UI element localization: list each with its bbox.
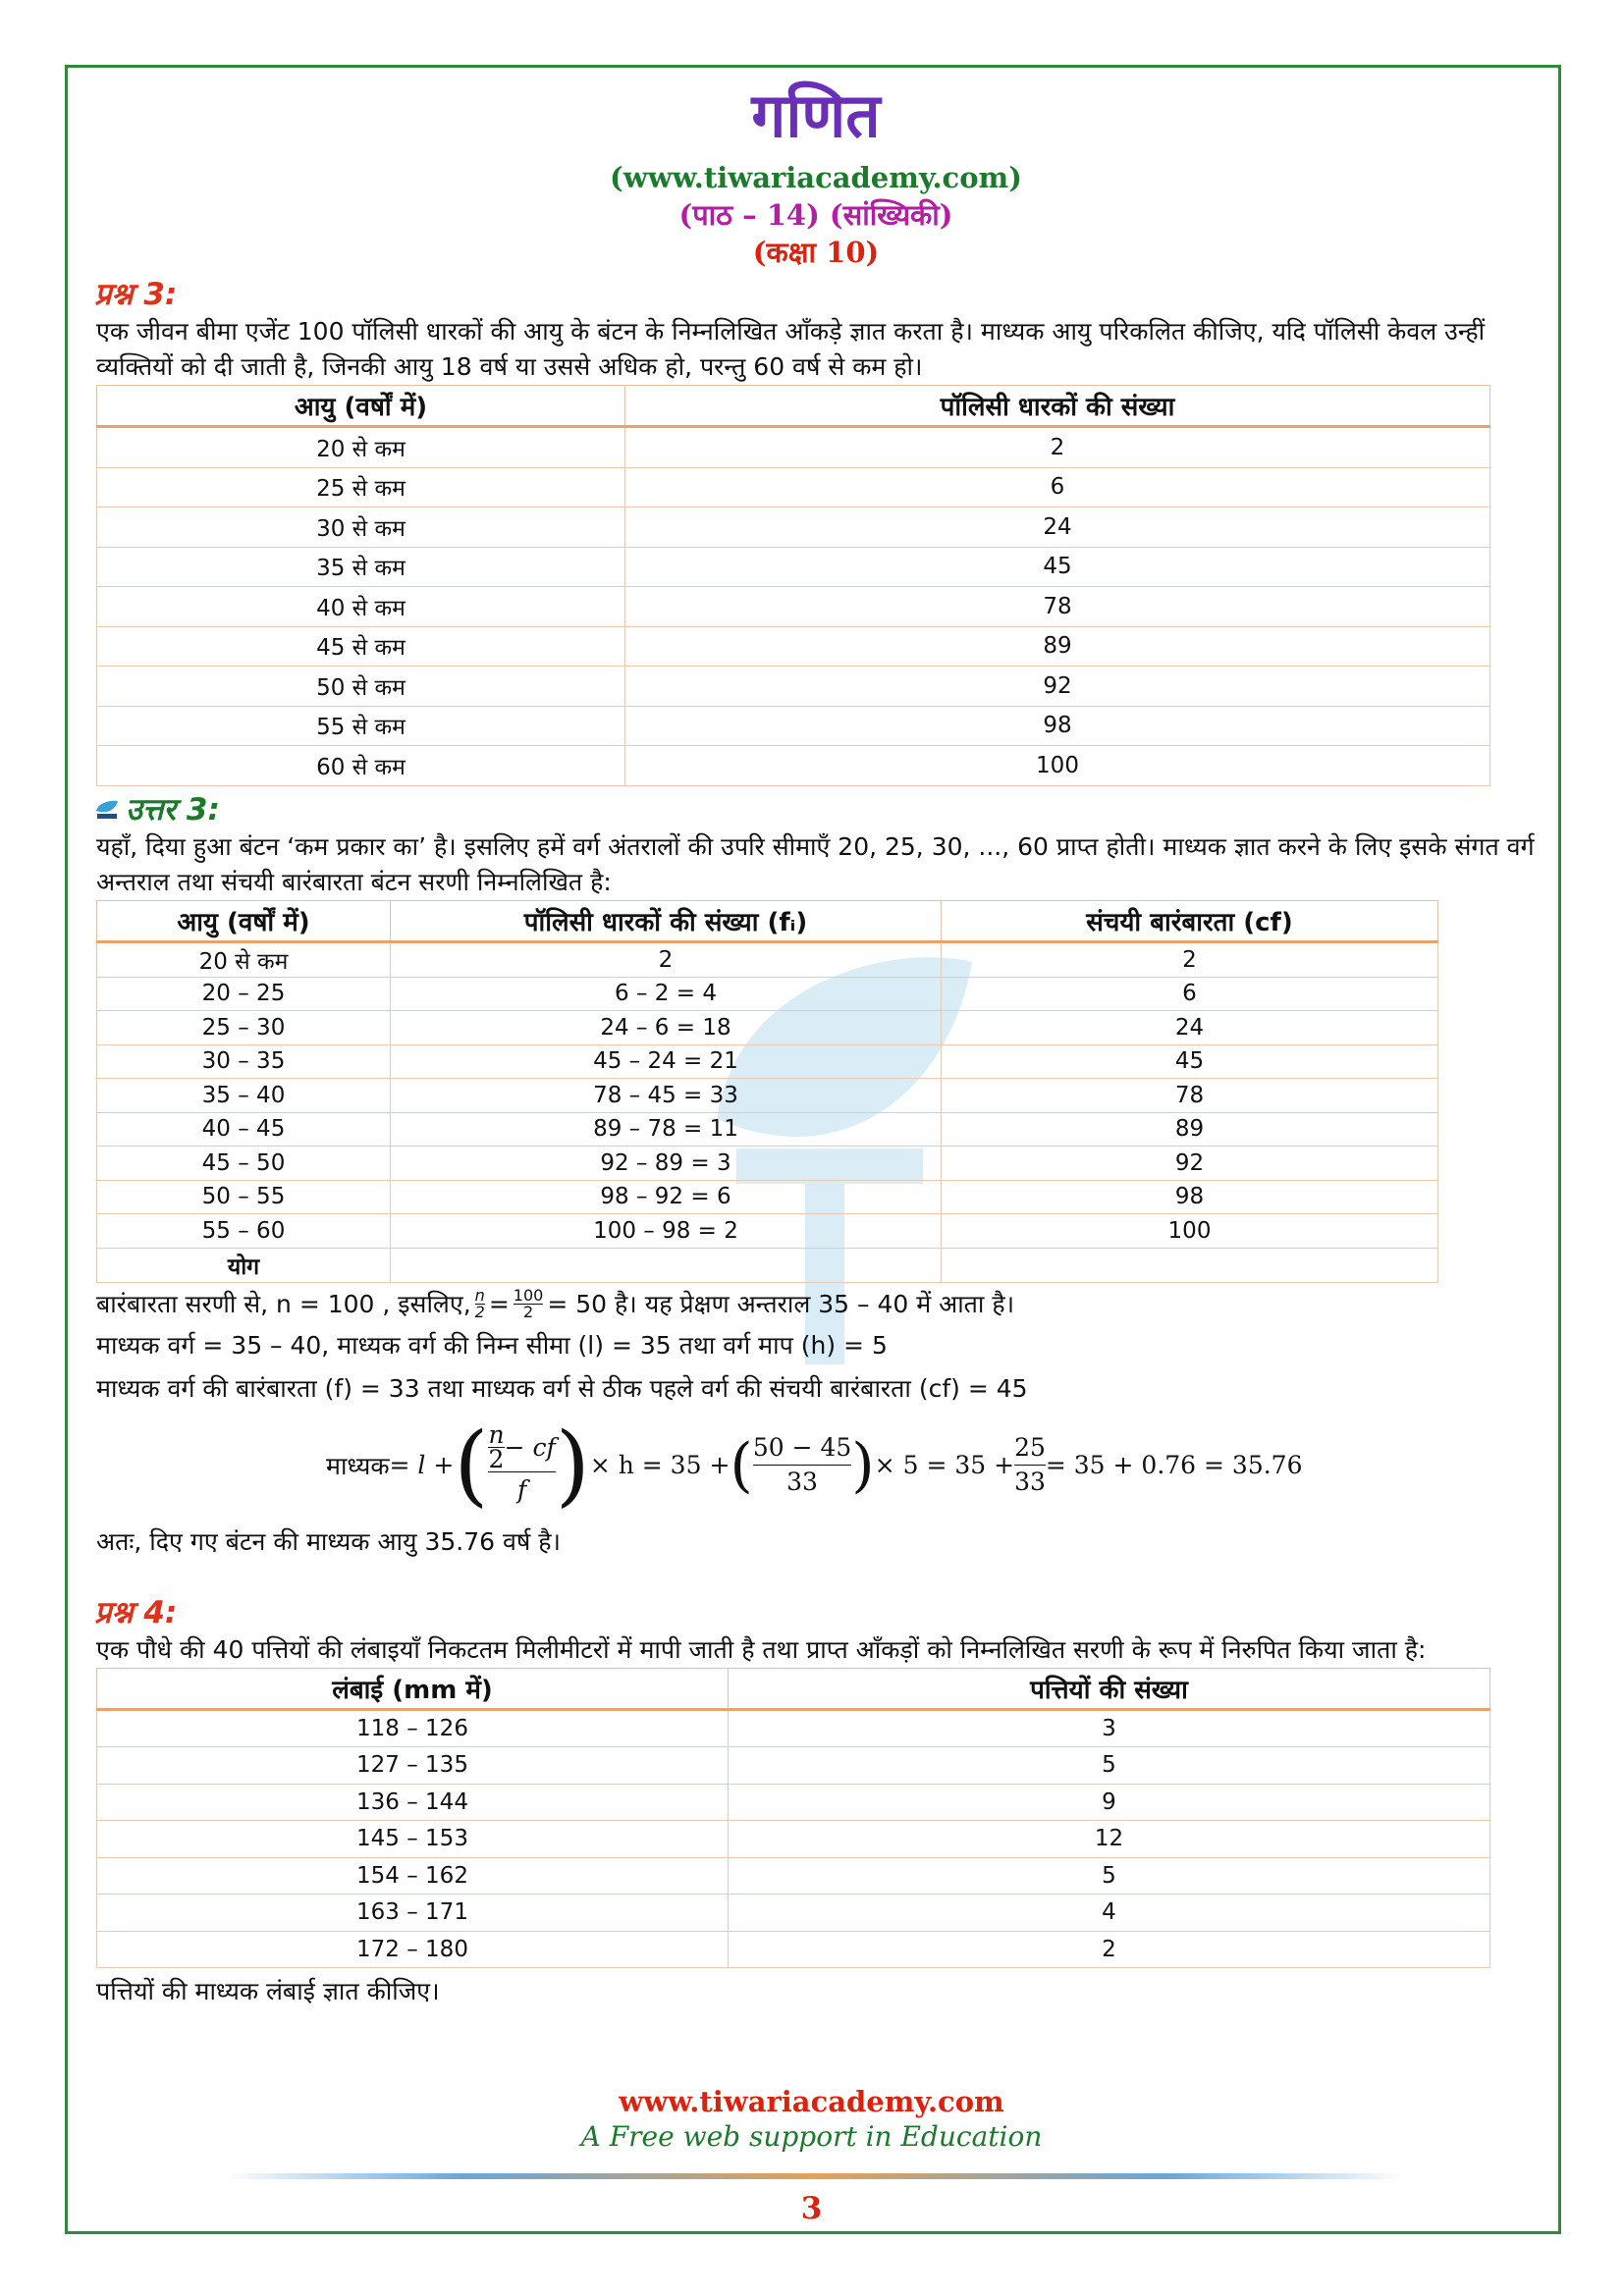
table-cell bbox=[391, 1248, 942, 1282]
table-cell: 20 से कम bbox=[97, 427, 625, 468]
column-header: आयु (वर्षों में) bbox=[97, 386, 625, 427]
paren-left: ( bbox=[454, 1413, 489, 1517]
table-cell: 89 bbox=[625, 626, 1490, 667]
table-row bbox=[97, 467, 1490, 507]
table-cell: 145 – 153 bbox=[97, 1821, 729, 1858]
table-cell: 25 – 30 bbox=[97, 1011, 391, 1045]
table-cell: 127 – 135 bbox=[97, 1747, 729, 1785]
table-row bbox=[97, 1147, 1438, 1181]
text-segment: बारंबारता सरणी से, n = 100 , इसलिए, bbox=[96, 1289, 471, 1318]
table-cell: 9 bbox=[729, 1784, 1490, 1821]
table-cell: 172 – 180 bbox=[97, 1931, 729, 1968]
fraction-denominator: 2 bbox=[474, 1303, 485, 1321]
table-cell: 40 से कम bbox=[97, 587, 625, 627]
fraction-n-over-2 bbox=[475, 1288, 485, 1320]
formula-fraction bbox=[1014, 1431, 1046, 1499]
table-cell: 35 – 40 bbox=[97, 1079, 391, 1113]
table-row bbox=[97, 1747, 1490, 1785]
footer-divider bbox=[226, 2173, 1404, 2179]
formula-fraction bbox=[488, 1419, 556, 1508]
table-cell: 25 से कम bbox=[97, 467, 625, 507]
answer-3-intro: यहाँ, दिया हुआ बंटन ‘कम प्रकार का’ है। इसलिए हमें वर्ग अंतरालों की उपरि सीमाएँ 20, 25, 30, ..., 60 प्राप्त होती। माध्यक ज्ञात करने के लिए इसके संगत वर्ग अन्तराल तथा संचयी बारंबारता बंटन सरणी निम्नलिखित है: bbox=[96, 831, 1535, 896]
table-cell: 89 bbox=[942, 1112, 1438, 1147]
page-number: 3 bbox=[800, 2191, 823, 2226]
table-header-row bbox=[97, 1668, 1490, 1709]
formula-part: − cf bbox=[504, 1432, 556, 1462]
answer-3-table bbox=[96, 900, 1438, 1283]
table-cell: 35 से कम bbox=[97, 547, 625, 587]
table-cell: 6 – 2 = 4 bbox=[391, 977, 942, 1011]
column-header: लंबाई (mm में) bbox=[97, 1668, 729, 1709]
table-row bbox=[97, 977, 1438, 1011]
table-cell: 40 – 45 bbox=[97, 1112, 391, 1147]
table-cell: 78 bbox=[942, 1079, 1438, 1113]
text-segment: = 50 है। यह प्रेक्षण अन्तराल 35 – 40 में आता है। bbox=[547, 1289, 1015, 1318]
formula-part: × 5 = 35 + bbox=[874, 1451, 1015, 1479]
formula-part: = 35 + 0.76 = 35.76 bbox=[1045, 1451, 1303, 1479]
table-cell: 60 से कम bbox=[97, 746, 625, 786]
table-row bbox=[97, 1112, 1438, 1147]
table-cell: 45 bbox=[625, 547, 1490, 587]
table-cell: 2 bbox=[391, 941, 942, 977]
formula-fraction bbox=[753, 1431, 851, 1499]
column-header: पत्तियों की संख्या bbox=[729, 1668, 1490, 1709]
table-cell: 78 bbox=[625, 587, 1490, 627]
column-header: आयु (वर्षों में) bbox=[97, 900, 391, 941]
column-header: पॉलिसी धारकों की संख्या (fᵢ) bbox=[391, 900, 942, 941]
table-row bbox=[97, 1044, 1438, 1079]
column-header: पॉलिसी धारकों की संख्या bbox=[625, 386, 1490, 427]
fraction-numerator: 50 − 45 bbox=[752, 1433, 852, 1462]
table-cell: 92 – 89 = 3 bbox=[391, 1147, 942, 1181]
table-cell: 78 – 45 = 33 bbox=[391, 1079, 942, 1113]
table-row bbox=[97, 1079, 1438, 1113]
table-cell: 12 bbox=[729, 1821, 1490, 1858]
table-cell: 5 bbox=[729, 1747, 1490, 1785]
fraction-numerator: n bbox=[474, 1286, 485, 1305]
chapter-label: (पाठ – 14) (सांख्यिकी) bbox=[678, 198, 953, 232]
median-formula bbox=[94, 1407, 1538, 1524]
total-label: योग bbox=[97, 1248, 391, 1282]
table-row bbox=[97, 427, 1490, 468]
table-cell: 20 – 25 bbox=[97, 977, 391, 1011]
table-row bbox=[97, 626, 1490, 667]
table-cell bbox=[942, 1248, 1438, 1282]
page-content bbox=[94, 69, 1538, 2009]
fraction-denominator: 33 bbox=[1014, 1465, 1046, 1499]
table-header-row bbox=[97, 900, 1438, 941]
class-label: (कक्षा 10) bbox=[752, 236, 880, 269]
table-cell: 2 bbox=[729, 1931, 1490, 1968]
table-row bbox=[97, 706, 1490, 746]
answer-3-line-2: माध्यक वर्ग = 35 – 40, माध्यक वर्ग की निम्न सीमा (l) = 35 तथा वर्ग माप (h) = 5 bbox=[96, 1330, 888, 1360]
table-cell: 24 bbox=[625, 507, 1490, 548]
table-cell: 92 bbox=[625, 667, 1490, 707]
fraction-numerator: 100 bbox=[513, 1286, 544, 1305]
table-header-row bbox=[97, 386, 1490, 427]
table-row bbox=[97, 587, 1490, 627]
table-cell: 136 – 144 bbox=[97, 1784, 729, 1821]
table-cell: 98 bbox=[942, 1180, 1438, 1214]
footer-tagline: A Free web support in Education bbox=[580, 2120, 1043, 2153]
table-cell: 50 – 55 bbox=[97, 1180, 391, 1214]
answer-3-heading bbox=[94, 790, 1538, 829]
table-cell: 55 – 60 bbox=[97, 1214, 391, 1249]
answer-3-conclusion: अतः, दिए गए बंटन की माध्यक आयु 35.76 वर्ष है। bbox=[96, 1526, 562, 1556]
fraction-numerator: 25 bbox=[1014, 1433, 1046, 1462]
table-row bbox=[97, 1821, 1490, 1858]
footer-website-link[interactable]: www.tiwariacademy.com bbox=[619, 2085, 1004, 2118]
table-row bbox=[97, 1895, 1490, 1932]
table-cell: 2 bbox=[942, 941, 1438, 977]
table-cell: 100 – 98 = 2 bbox=[391, 1214, 942, 1249]
formula-part: = l + bbox=[389, 1451, 455, 1479]
table-cell: 163 – 171 bbox=[97, 1895, 729, 1932]
table-cell: 45 – 24 = 21 bbox=[391, 1044, 942, 1079]
table-cell: 4 bbox=[729, 1895, 1490, 1932]
table-cell: 100 bbox=[942, 1214, 1438, 1249]
table-cell: 2 bbox=[625, 427, 1490, 468]
paren-right: ) bbox=[555, 1413, 590, 1517]
formula-label: माध्यक bbox=[326, 1451, 390, 1480]
table-cell: 89 – 78 = 11 bbox=[391, 1112, 942, 1147]
page-title: गणित bbox=[751, 80, 881, 151]
question-3-text: एक जीवन बीमा एजेंट 100 पॉलिसी धारकों की आयु के बंटन के निम्नलिखित आँकड़े ज्ञात करता है। माध्यक आयु परिकलित कीजिए, यदि पॉलिसी केवल उन्हीं व्यक्तियों को दी जाती है, जिनकी आयु 18 वर्ष या उससे अधिक हो, परन्तु 60 वर्ष से कम हो। bbox=[96, 317, 1486, 381]
table-cell: 20 से कम bbox=[97, 941, 391, 977]
table-row bbox=[97, 1011, 1438, 1045]
table-cell: 92 bbox=[942, 1147, 1438, 1181]
table-row bbox=[97, 1931, 1490, 1968]
question-3-table bbox=[96, 385, 1490, 786]
answer-3-line-3: माध्यक वर्ग की बारंबारता (f) = 33 तथा माध्यक वर्ग से ठीक पहले वर्ग की संचयी बारंबारता (cf) = 45 bbox=[96, 1373, 1028, 1403]
formula-part: × h = 35 + bbox=[589, 1451, 730, 1479]
table-cell: 30 से कम bbox=[97, 507, 625, 548]
fraction-denominator: 2 bbox=[488, 1444, 505, 1473]
question-4-heading: प्रश्न 4: bbox=[94, 1594, 178, 1630]
table-cell: 45 bbox=[942, 1044, 1438, 1079]
question-4-closing: पत्तियों की माध्यक लंबाई ज्ञात कीजिए। bbox=[96, 1977, 440, 2005]
paren-left: ( bbox=[730, 1430, 753, 1500]
table-cell: 24 bbox=[942, 1011, 1438, 1045]
table-row bbox=[97, 1709, 1490, 1747]
table-cell: 98 – 92 = 6 bbox=[391, 1180, 942, 1214]
tiwari-logo-icon bbox=[94, 799, 120, 821]
table-cell: 6 bbox=[625, 467, 1490, 507]
table-cell: 5 bbox=[729, 1857, 1490, 1895]
table-total-row bbox=[97, 1248, 1438, 1282]
paren-right: ) bbox=[851, 1430, 875, 1500]
table-row bbox=[97, 507, 1490, 548]
answer-3-heading-text: उत्तर 3: bbox=[126, 791, 220, 828]
text-segment: = bbox=[488, 1289, 510, 1318]
table-cell: 24 – 6 = 18 bbox=[391, 1011, 942, 1045]
table-cell: 50 से कम bbox=[97, 667, 625, 707]
table-cell: 45 से कम bbox=[97, 626, 625, 667]
fraction-n-over-2 bbox=[488, 1419, 505, 1473]
table-cell: 6 bbox=[942, 977, 1438, 1011]
table-cell: 30 – 35 bbox=[97, 1044, 391, 1079]
answer-3-line-1 bbox=[94, 1287, 1538, 1322]
table-cell: 3 bbox=[729, 1709, 1490, 1747]
table-cell: 98 bbox=[625, 706, 1490, 746]
fraction-numerator: n bbox=[488, 1419, 505, 1449]
fraction-denominator: 33 bbox=[753, 1465, 851, 1499]
table-row bbox=[97, 1784, 1490, 1821]
table-cell: 118 – 126 bbox=[97, 1709, 729, 1747]
formula-denominator: f bbox=[488, 1471, 555, 1508]
table-row bbox=[97, 1214, 1438, 1249]
question-4-text: एक पौधे की 40 पत्तियों की लंबाइयाँ निकटतम मिलीमीटरों में मापी जाती है तथा प्राप्त आँकड़ों को निम्नलिखित सरणी के रूप में निरुपित किया जाता है: bbox=[96, 1634, 1427, 1664]
formula-numerator bbox=[488, 1419, 556, 1473]
table-cell: 45 – 50 bbox=[97, 1147, 391, 1181]
fraction-100-over-2 bbox=[514, 1288, 544, 1320]
table-cell: 154 – 162 bbox=[97, 1857, 729, 1895]
question-4-table bbox=[96, 1668, 1490, 1969]
table-row bbox=[97, 1180, 1438, 1214]
table-row bbox=[97, 746, 1490, 786]
table-row bbox=[97, 941, 1438, 977]
question-3-heading: प्रश्न 3: bbox=[94, 277, 178, 312]
table-row bbox=[97, 547, 1490, 587]
table-row bbox=[97, 1857, 1490, 1895]
site-url-header: (www.tiwariacademy.com) bbox=[610, 161, 1022, 194]
fraction-denominator: 2 bbox=[514, 1304, 544, 1320]
column-header: संचयी बारंबारता (cf) bbox=[942, 900, 1438, 941]
table-cell: 100 bbox=[625, 746, 1490, 786]
table-cell: 55 से कम bbox=[97, 706, 625, 746]
table-row bbox=[97, 667, 1490, 707]
